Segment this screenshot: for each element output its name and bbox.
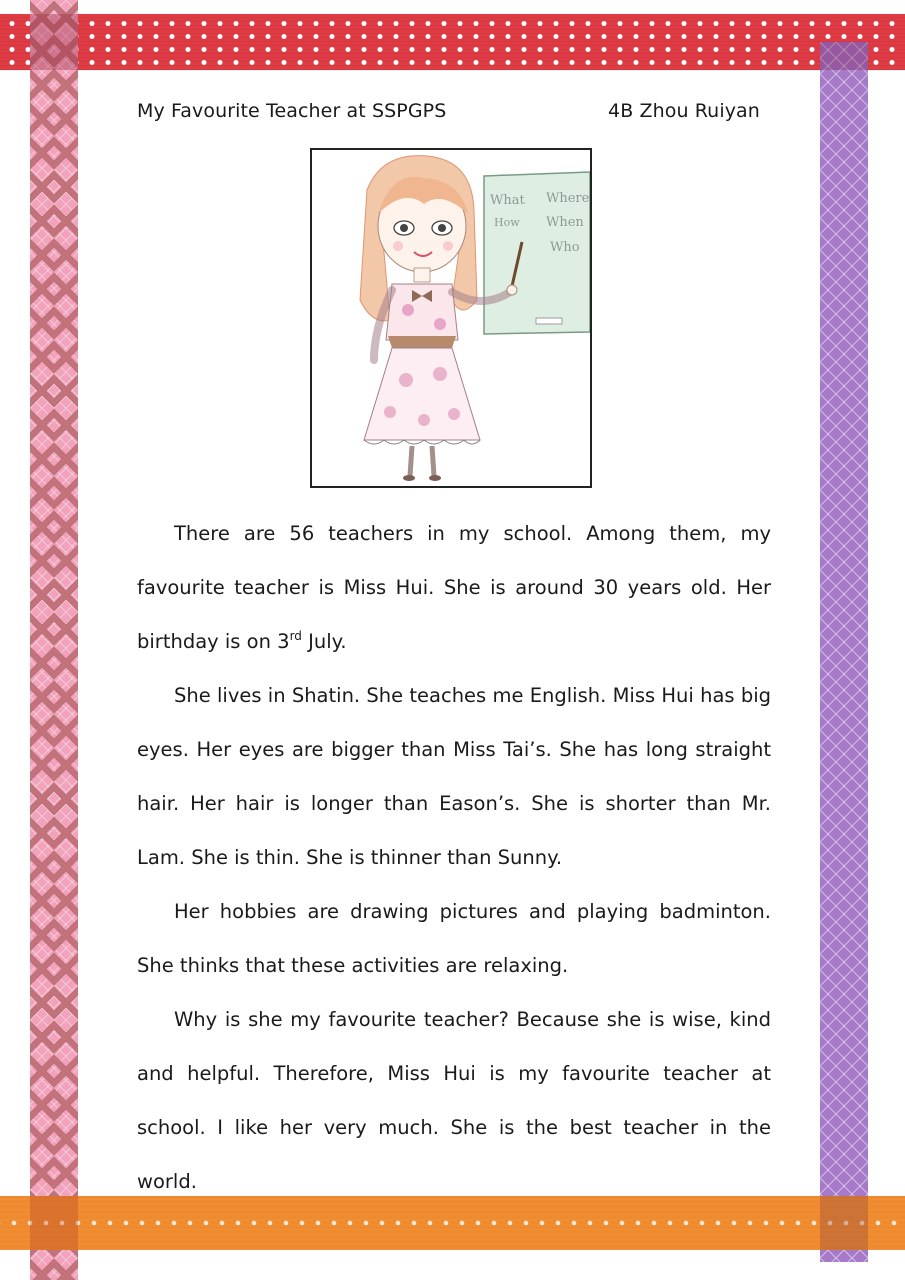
board-word-where: Where (546, 191, 590, 206)
skirt-hem (364, 440, 480, 444)
tape-overlap-bottom-right (820, 1196, 868, 1250)
left-cheek (393, 241, 403, 251)
board-word-who: Who (550, 240, 580, 255)
paragraph-1: There are 56 teachers in my school. Among them, my favourite teacher is Miss Hui. She is around 30 years old. Her birthday is on 3rd July. (137, 522, 771, 653)
waist-band (388, 336, 456, 348)
page-title: My Favourite Teacher at SSPGPS (137, 100, 447, 122)
right-leg (432, 446, 434, 476)
neck (414, 268, 430, 282)
chalk (536, 318, 562, 324)
rose (434, 318, 446, 330)
left-leg (410, 446, 412, 476)
essay-body (137, 507, 771, 1209)
right-purple-tape (820, 42, 868, 1262)
bodice (386, 284, 458, 340)
paragraph-2: She lives in Shatin. She teaches me English. Miss Hui has big eyes. Her eyes are bigger than Miss Tai’s. She has long straight hair. Her hair is longer than Eason’s. She is shorter than Mr. Lam. She is thin. She is thinner than Sunny. (137, 684, 771, 869)
paragraph-4: Why is she my favourite teacher? Because she is wise, kind and helpful. Therefore, Miss Hui is my favourite teacher at school. I like her very much. She is the best teacher in the world. (137, 1008, 771, 1193)
rose (399, 373, 413, 387)
left-pink-argyle-tape (30, 0, 78, 1280)
rose (448, 408, 460, 420)
board-word-what: What (490, 193, 525, 208)
paragraph-3: Her hobbies are drawing pictures and playing badminton. She thinks that these activities are relaxing. (137, 900, 771, 977)
hand (507, 285, 517, 295)
tape-overlap-top-right (820, 42, 868, 70)
left-pupil (400, 224, 408, 232)
right-arm (452, 292, 510, 301)
tape-overlap-bottom-left (30, 1196, 78, 1250)
ordinal-suffix: rd (289, 629, 302, 643)
board-word-when: When (546, 215, 584, 230)
rose (402, 304, 414, 316)
teacher-illustration (312, 150, 590, 486)
rose (433, 367, 447, 381)
rose (418, 414, 430, 426)
author-label: 4B Zhou Ruiyan (608, 100, 760, 122)
skirt (364, 348, 480, 440)
right-cheek (443, 241, 453, 251)
rose (384, 406, 396, 418)
right-shoe (429, 475, 441, 481)
tape-overlap-top-left (30, 14, 78, 70)
teacher-drawing (310, 148, 592, 488)
left-shoe (403, 475, 415, 481)
right-pupil (438, 224, 446, 232)
top-red-tape (0, 14, 905, 70)
board-word-how: How (494, 216, 520, 229)
